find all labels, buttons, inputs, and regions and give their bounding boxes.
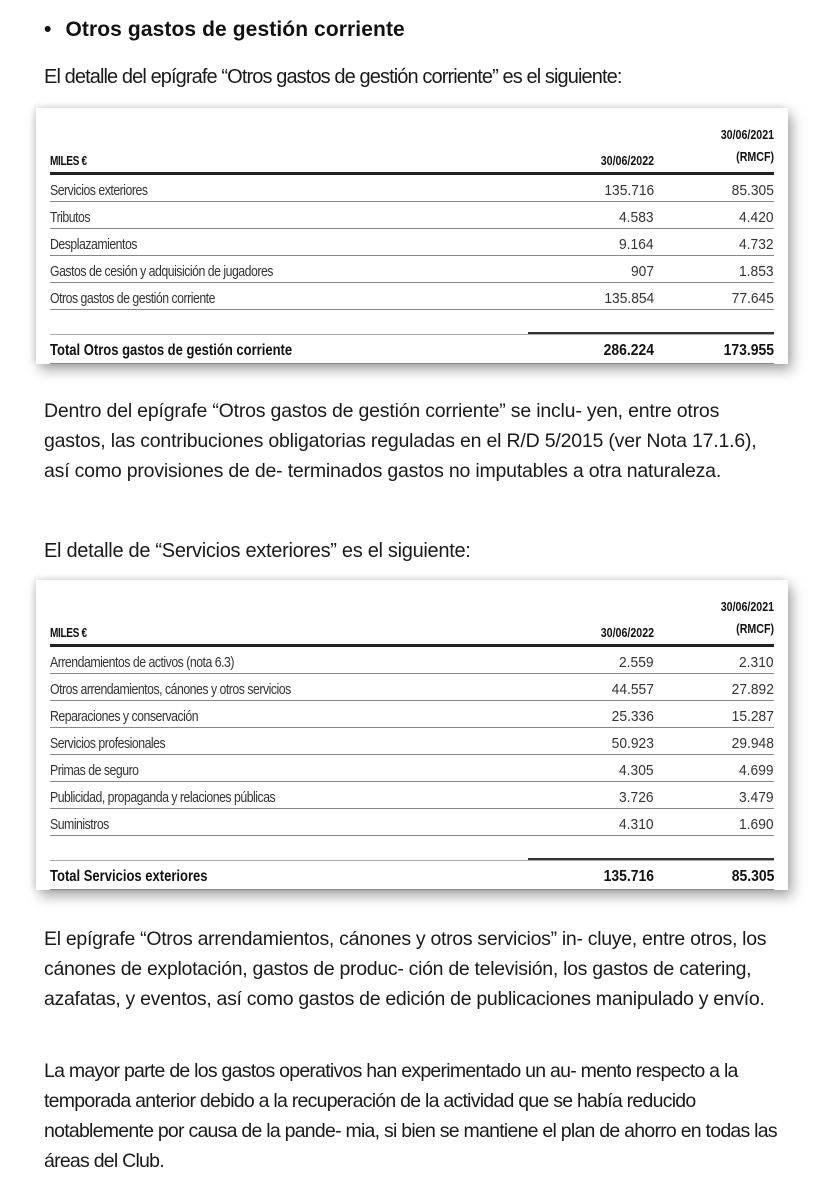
paragraph-3: El epígrafe “Otros arrendamientos, cánones y otros servicios” in- cluye, entre otros, los cánones de explotación, gastos de produc- ción de televisión, los gastos de catering, azafatas, y eventos, así como gastos de edición de publicaciones manipulado y envío.: [44, 928, 767, 1010]
header-units: MILES €: [50, 625, 87, 640]
row-label: Reparaciones y conservación: [50, 708, 199, 725]
row-value-2022: 135.854: [604, 290, 654, 307]
header-units: MILES €: [50, 153, 87, 168]
header-2021: [721, 596, 774, 640]
header-2021-note: (RMCF): [736, 149, 774, 164]
row-value-2022: 4.305: [619, 762, 654, 779]
row-value-2021: 85.305: [731, 182, 774, 199]
table-row: [50, 283, 774, 310]
row-value-2022: 25.336: [611, 708, 654, 725]
table-header: [50, 580, 774, 647]
table-row: [50, 809, 774, 836]
servicios-exteriores-table: [36, 580, 788, 890]
total-value-2022: 135.716: [603, 868, 654, 885]
table-total-row: [50, 334, 774, 364]
row-label: Suministros: [50, 816, 109, 833]
row-value-2021: 15.287: [731, 708, 774, 725]
section-title: Otros gastos de gestión corriente: [65, 18, 405, 41]
table-row: [50, 728, 774, 755]
table-row: [50, 256, 774, 283]
total-label: Total Servicios exteriores: [50, 868, 208, 885]
row-label: Otros arrendamientos, cánones y otros servicios: [50, 681, 291, 698]
table-row: [50, 755, 774, 782]
row-value-2022: 907: [630, 263, 654, 280]
table-row: [50, 175, 774, 202]
table-row: [50, 782, 774, 809]
row-label: Otros gastos de gestión corriente: [50, 290, 215, 307]
row-value-2022: 2.559: [619, 654, 654, 671]
intro-paragraph-1: El detalle del epígrafe “Otros gastos de gestión corriente” es el siguiente:: [44, 66, 622, 88]
header-2021-note: (RMCF): [736, 621, 774, 636]
table-header: [50, 108, 774, 175]
header-2021-date: 30/06/2021: [720, 127, 774, 142]
row-value-2021: 4.732: [739, 236, 774, 253]
row-value-2022: 50.923: [611, 735, 654, 752]
paragraph-4: La mayor parte de los gastos operativos han experimentado un au- mento respecto a la temporada anterior debido a la recuperación de la actividad que se había reducido notablemente por causa de la pande- mia, si bien se mantiene el plan de ahorro en todas las áreas del Club.: [44, 1060, 777, 1172]
intro-paragraph-2: El detalle de “Servicios exteriores” es el siguiente:: [44, 540, 471, 562]
row-label: Arrendamientos de activos (nota 6.3): [50, 654, 234, 671]
total-value-2021: 85.305: [731, 868, 774, 885]
row-value-2021: 4.420: [739, 209, 774, 226]
total-separator: [50, 310, 774, 334]
row-label: Gastos de cesión y adquisición de jugadores: [50, 263, 273, 280]
row-value-2021: 3.479: [739, 789, 774, 806]
total-value-2022: 286.224: [603, 342, 654, 359]
row-label: Tributos: [50, 209, 91, 226]
row-value-2021: 4.699: [739, 762, 774, 779]
row-value-2022: 9.164: [619, 236, 654, 253]
row-value-2021: 27.892: [731, 681, 774, 698]
row-value-2021: 29.948: [731, 735, 774, 752]
header-2022: 30/06/2022: [600, 625, 654, 640]
row-value-2022: 4.310: [619, 816, 654, 833]
row-value-2021: 1.690: [739, 816, 774, 833]
table-row: [50, 674, 774, 701]
total-value-2021: 173.955: [723, 342, 774, 359]
row-value-2022: 135.716: [604, 182, 654, 199]
row-value-2021: 77.645: [731, 290, 774, 307]
row-label: Servicios exteriores: [50, 182, 148, 199]
table-row: [50, 701, 774, 728]
row-value-2022: 44.557: [611, 681, 654, 698]
header-2021: [721, 124, 774, 168]
total-separator: [50, 836, 774, 860]
bullet-icon: •: [44, 18, 52, 41]
section-heading: [44, 18, 405, 42]
header-2022: 30/06/2022: [600, 153, 654, 168]
row-value-2021: 1.853: [739, 263, 774, 280]
row-label: Publicidad, propaganda y relaciones públicas: [50, 789, 276, 806]
table-row: [50, 229, 774, 256]
row-label: Primas de seguro: [50, 762, 139, 779]
total-label: Total Otros gastos de gestión corriente: [50, 342, 293, 359]
row-value-2022: 4.583: [619, 209, 654, 226]
header-2021-date: 30/06/2021: [720, 599, 774, 614]
row-label: Desplazamientos: [50, 236, 137, 253]
paragraph-2: Dentro del epígrafe “Otros gastos de gestión corriente” se inclu- yen, entre otros gastos, las contribuciones obligatorias reguladas en el R/D 5/2015 (ver Nota 17.1.6), así como provisiones de de- terminados gastos no imputables a otra naturaleza.: [44, 400, 757, 482]
table-row: [50, 202, 774, 229]
row-value-2022: 3.726: [619, 789, 654, 806]
row-label: Servicios profesionales: [50, 735, 166, 752]
otros-gastos-table: [36, 108, 788, 364]
table-total-row: [50, 860, 774, 890]
row-value-2021: 2.310: [739, 654, 774, 671]
table-row: [50, 647, 774, 674]
